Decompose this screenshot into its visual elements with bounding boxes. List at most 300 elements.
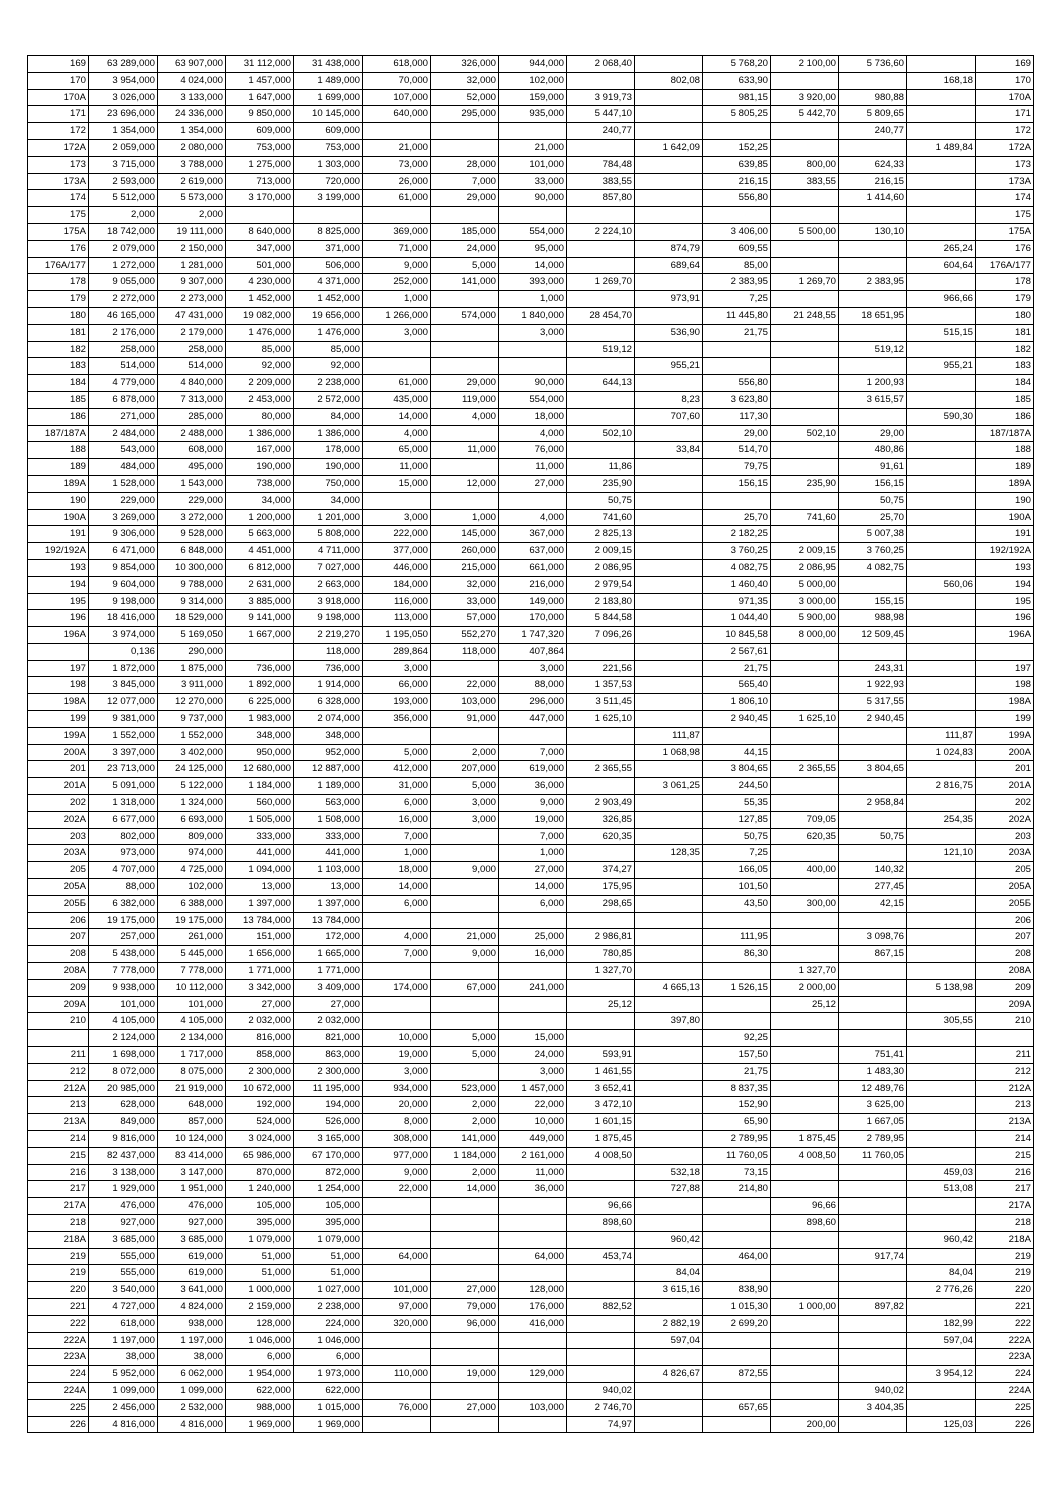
- row-label-right: 224: [976, 1366, 1034, 1383]
- table-cell: 2 183,80: [567, 593, 635, 610]
- table-cell: 1 000,000: [226, 1282, 294, 1299]
- table-cell: [771, 1349, 839, 1366]
- table-cell: [771, 845, 839, 862]
- table-row: [28, 425, 1034, 442]
- table-cell: 190,000: [226, 459, 294, 476]
- table-cell: 1 386,000: [226, 425, 294, 442]
- table-cell: 2,000: [431, 1164, 499, 1181]
- table-cell: 19 175,000: [158, 912, 226, 929]
- row-label: 169: [28, 56, 89, 73]
- table-cell: [771, 1030, 839, 1047]
- table-cell: 1 667,05: [839, 1114, 907, 1131]
- table-cell: [907, 1063, 976, 1080]
- table-cell: [907, 912, 976, 929]
- table-cell: 689,64: [635, 257, 703, 274]
- table-cell: 10 845,58: [703, 627, 771, 644]
- table-cell: 1 452,000: [294, 291, 363, 308]
- table-cell: 3 199,000: [294, 190, 363, 207]
- table-cell: 870,000: [226, 1164, 294, 1181]
- table-row: [28, 727, 1034, 744]
- table-cell: 2 272,000: [89, 291, 158, 308]
- table-cell: 2 699,20: [703, 1315, 771, 1332]
- table-cell: [839, 291, 907, 308]
- table-cell: [907, 1382, 976, 1399]
- row-label-right: 217A: [976, 1198, 1034, 1215]
- table-cell: 657,65: [703, 1399, 771, 1416]
- table-cell: 125,03: [907, 1416, 976, 1433]
- table-cell: 5,000: [431, 1030, 499, 1047]
- table-cell: [771, 1248, 839, 1265]
- table-cell: 2 209,000: [226, 375, 294, 392]
- table-cell: 18,000: [363, 862, 431, 879]
- table-cell: 720,000: [294, 173, 363, 190]
- table-cell: 3,000: [499, 324, 567, 341]
- table-cell: 3,000: [363, 509, 431, 526]
- table-cell: 6 225,000: [226, 694, 294, 711]
- table-cell: [567, 727, 635, 744]
- table-cell: 532,18: [635, 1164, 703, 1181]
- table-cell: [839, 1198, 907, 1215]
- table-cell: 193,000: [363, 694, 431, 711]
- table-cell: 874,79: [635, 240, 703, 257]
- table-cell: 4 727,000: [89, 1298, 158, 1315]
- table-cell: 2 484,000: [89, 425, 158, 442]
- table-cell: 5 500,00: [771, 223, 839, 240]
- table-cell: 12 680,000: [226, 761, 294, 778]
- row-label: 192/192A: [28, 543, 89, 560]
- row-label: 226: [28, 1416, 89, 1433]
- table-row: [28, 307, 1034, 324]
- table-cell: 222,000: [363, 526, 431, 543]
- table-cell: [771, 324, 839, 341]
- table-cell: 1 414,60: [839, 190, 907, 207]
- table-cell: 1 526,15: [703, 979, 771, 996]
- table-cell: 1 200,93: [839, 375, 907, 392]
- table-cell: 3 623,80: [703, 391, 771, 408]
- table-row: [28, 627, 1034, 644]
- table-cell: 927,000: [89, 1214, 158, 1231]
- table-cell: 934,000: [363, 1080, 431, 1097]
- row-label: 190: [28, 492, 89, 509]
- row-label: 220: [28, 1282, 89, 1299]
- row-label-right: 189A: [976, 475, 1034, 492]
- table-cell: [499, 963, 567, 980]
- table-cell: [703, 727, 771, 744]
- table-cell: 727,88: [635, 1181, 703, 1198]
- row-label-right: 173A: [976, 173, 1034, 190]
- table-cell: 446,000: [363, 559, 431, 576]
- table-cell: [771, 1399, 839, 1416]
- table-cell: [771, 1063, 839, 1080]
- table-cell: 590,30: [907, 408, 976, 425]
- table-cell: [635, 660, 703, 677]
- table-cell: 23 696,000: [89, 106, 158, 123]
- table-cell: 11 760,05: [703, 1147, 771, 1164]
- table-cell: 2 238,000: [294, 1298, 363, 1315]
- table-cell: [567, 408, 635, 425]
- row-label-right: 205Б: [976, 895, 1034, 912]
- table-cell: 10 112,000: [158, 979, 226, 996]
- table-cell: [703, 1231, 771, 1248]
- table-cell: 620,35: [771, 828, 839, 845]
- table-cell: [907, 543, 976, 560]
- table-cell: 1 505,000: [226, 811, 294, 828]
- table-cell: 29,000: [431, 190, 499, 207]
- table-cell: 513,08: [907, 1181, 976, 1198]
- table-cell: 369,000: [363, 223, 431, 240]
- table-cell: 5,000: [363, 744, 431, 761]
- table-cell: 821,000: [294, 1030, 363, 1047]
- table-row: [28, 408, 1034, 425]
- table-cell: 215,000: [431, 559, 499, 576]
- table-cell: 4,000: [363, 425, 431, 442]
- table-cell: [635, 1198, 703, 1215]
- table-cell: 3,000: [499, 1063, 567, 1080]
- table-cell: 2 631,000: [226, 576, 294, 593]
- table-cell: [431, 1416, 499, 1433]
- table-cell: 555,000: [89, 1248, 158, 1265]
- table-cell: 4 082,75: [839, 559, 907, 576]
- table-cell: 29,00: [839, 425, 907, 442]
- table-cell: 71,000: [363, 240, 431, 257]
- table-cell: 713,000: [226, 173, 294, 190]
- table-cell: [635, 1147, 703, 1164]
- table-cell: [499, 727, 567, 744]
- table-cell: 974,000: [158, 845, 226, 862]
- table-cell: 235,90: [567, 475, 635, 492]
- row-label: 188: [28, 442, 89, 459]
- table-row: [28, 1114, 1034, 1131]
- table-cell: 3 804,65: [839, 761, 907, 778]
- table-cell: 3 026,000: [89, 89, 158, 106]
- table-cell: [907, 795, 976, 812]
- table-cell: 784,48: [567, 156, 635, 173]
- table-cell: 1 099,000: [89, 1382, 158, 1399]
- table-cell: [635, 475, 703, 492]
- row-label-right: 173: [976, 156, 1034, 173]
- table-row: [28, 761, 1034, 778]
- table-row: [28, 845, 1034, 862]
- table-cell: [771, 694, 839, 711]
- table-cell: 1 327,70: [771, 963, 839, 980]
- table-cell: 167,000: [226, 442, 294, 459]
- table-cell: 1 642,09: [635, 139, 703, 156]
- table-cell: 2 776,26: [907, 1282, 976, 1299]
- table-cell: [839, 1231, 907, 1248]
- table-cell: 2 161,000: [499, 1147, 567, 1164]
- table-row: [28, 173, 1034, 190]
- table-cell: 140,32: [839, 862, 907, 879]
- table-cell: 809,000: [158, 828, 226, 845]
- table-cell: 2 365,55: [771, 761, 839, 778]
- table-row: [28, 1248, 1034, 1265]
- table-cell: 9 314,000: [158, 593, 226, 610]
- table-cell: 10 124,000: [158, 1131, 226, 1148]
- table-cell: 21,75: [703, 1063, 771, 1080]
- row-label: 208: [28, 946, 89, 963]
- table-cell: [839, 1332, 907, 1349]
- table-cell: 526,000: [294, 1114, 363, 1131]
- row-label: 205A: [28, 879, 89, 896]
- table-cell: 10,000: [363, 1030, 431, 1047]
- table-cell: 61,000: [363, 190, 431, 207]
- table-cell: 4,000: [499, 509, 567, 526]
- table-cell: 464,00: [703, 1248, 771, 1265]
- table-cell: 6 062,000: [158, 1366, 226, 1383]
- table-cell: [839, 979, 907, 996]
- table-cell: [635, 1047, 703, 1064]
- table-cell: [907, 223, 976, 240]
- table-cell: 1 354,000: [89, 123, 158, 140]
- table-cell: 33,000: [499, 173, 567, 190]
- table-row: [28, 1147, 1034, 1164]
- table-cell: 200,00: [771, 1416, 839, 1433]
- table-cell: 90,000: [499, 190, 567, 207]
- table-cell: 10,000: [499, 1114, 567, 1131]
- table-cell: 4,000: [363, 929, 431, 946]
- row-label: 212A: [28, 1080, 89, 1097]
- table-cell: [839, 963, 907, 980]
- table-cell: [907, 509, 976, 526]
- table-cell: 5 809,65: [839, 106, 907, 123]
- table-cell: [771, 492, 839, 509]
- table-cell: 8 075,000: [158, 1063, 226, 1080]
- table-cell: 46 165,000: [89, 307, 158, 324]
- table-row: [28, 778, 1034, 795]
- table-cell: 1 508,000: [294, 811, 363, 828]
- table-cell: 27,000: [499, 475, 567, 492]
- table-row: [28, 1063, 1034, 1080]
- table-cell: 519,12: [567, 341, 635, 358]
- table-cell: [635, 912, 703, 929]
- table-cell: [635, 1248, 703, 1265]
- table-cell: 2 979,54: [567, 576, 635, 593]
- table-cell: 6,000: [226, 1349, 294, 1366]
- table-cell: 971,35: [703, 593, 771, 610]
- table-cell: [635, 946, 703, 963]
- table-cell: 3 911,000: [158, 677, 226, 694]
- table-cell: [431, 358, 499, 375]
- table-cell: 3 641,000: [158, 1282, 226, 1299]
- table-cell: 872,000: [294, 1164, 363, 1181]
- table-cell: 371,000: [294, 240, 363, 257]
- table-cell: 110,000: [363, 1366, 431, 1383]
- table-cell: 4 371,000: [294, 274, 363, 291]
- table-row: [28, 156, 1034, 173]
- table-cell: 3 540,000: [89, 1282, 158, 1299]
- table-cell: 67 170,000: [294, 1147, 363, 1164]
- table-cell: 3 098,76: [839, 929, 907, 946]
- table-cell: 6,000: [363, 795, 431, 812]
- row-label: 221: [28, 1298, 89, 1315]
- table-cell: [771, 1282, 839, 1299]
- table-cell: [907, 475, 976, 492]
- table-cell: 648,000: [158, 1097, 226, 1114]
- table-cell: [771, 442, 839, 459]
- table-cell: [703, 492, 771, 509]
- row-label-right: 178: [976, 274, 1034, 291]
- table-cell: 3 409,000: [294, 979, 363, 996]
- table-cell: 1 272,000: [89, 257, 158, 274]
- table-cell: 7,000: [363, 946, 431, 963]
- table-cell: 151,000: [226, 929, 294, 946]
- table-cell: 298,65: [567, 895, 635, 912]
- table-cell: [567, 442, 635, 459]
- row-label-right: 172A: [976, 139, 1034, 156]
- row-label: 222: [28, 1315, 89, 1332]
- table-row: [28, 1131, 1034, 1148]
- row-label-right: 170: [976, 72, 1034, 89]
- table-cell: 1 717,000: [158, 1047, 226, 1064]
- row-label-right: 219: [976, 1265, 1034, 1282]
- row-label-right: 216: [976, 1164, 1034, 1181]
- table-cell: 5 438,000: [89, 946, 158, 963]
- table-cell: [635, 610, 703, 627]
- table-cell: 750,000: [294, 475, 363, 492]
- table-cell: [567, 1030, 635, 1047]
- row-label: 199A: [28, 727, 89, 744]
- table-cell: 65 986,000: [226, 1147, 294, 1164]
- table-cell: 8,000: [363, 1114, 431, 1131]
- table-cell: 61,000: [363, 375, 431, 392]
- row-label: 171: [28, 106, 89, 123]
- row-label: 176A/177: [28, 257, 89, 274]
- table-cell: 38,000: [89, 1349, 158, 1366]
- row-label: 213A: [28, 1114, 89, 1131]
- table-cell: 235,90: [771, 475, 839, 492]
- table-row: [28, 1030, 1034, 1047]
- table-cell: 960,42: [907, 1231, 976, 1248]
- table-cell: [635, 123, 703, 140]
- row-label: 197: [28, 660, 89, 677]
- table-cell: 2 986,81: [567, 929, 635, 946]
- table-cell: 101,000: [89, 996, 158, 1013]
- table-cell: [907, 442, 976, 459]
- table-cell: 157,50: [703, 1047, 771, 1064]
- table-cell: 7 096,26: [567, 627, 635, 644]
- table-cell: [635, 1063, 703, 1080]
- table-cell: 18 529,000: [158, 610, 226, 627]
- table-cell: 3 625,00: [839, 1097, 907, 1114]
- table-cell: 258,000: [158, 341, 226, 358]
- table-cell: 254,35: [907, 811, 976, 828]
- row-label: 184: [28, 375, 89, 392]
- table-cell: [567, 1265, 635, 1282]
- table-cell: 11,000: [499, 459, 567, 476]
- table-cell: 102,000: [158, 879, 226, 896]
- row-label-right: 206: [976, 912, 1034, 929]
- table-cell: 326,000: [431, 56, 499, 73]
- table-cell: 2 940,45: [839, 711, 907, 728]
- table-cell: 1 024,83: [907, 744, 976, 761]
- table-row: [28, 240, 1034, 257]
- row-label: 178: [28, 274, 89, 291]
- table-cell: 207,000: [431, 761, 499, 778]
- table-cell: 19,000: [431, 1366, 499, 1383]
- table-cell: 1 875,45: [771, 1131, 839, 1148]
- table-cell: 973,91: [635, 291, 703, 308]
- table-cell: 3 974,000: [89, 627, 158, 644]
- table-cell: 24 336,000: [158, 106, 226, 123]
- row-label-right: 176: [976, 240, 1034, 257]
- table-cell: [907, 694, 976, 711]
- table-cell: 5,000: [431, 1047, 499, 1064]
- table-cell: 27,000: [294, 996, 363, 1013]
- table-cell: 18 742,000: [89, 223, 158, 240]
- table-cell: 3,000: [363, 324, 431, 341]
- row-label: 174: [28, 190, 89, 207]
- table-cell: 4 816,000: [158, 1416, 226, 1433]
- table-cell: [567, 207, 635, 224]
- table-cell: 105,000: [226, 1198, 294, 1215]
- table-cell: 441,000: [226, 845, 294, 862]
- table-row: [28, 391, 1034, 408]
- table-cell: 816,000: [226, 1030, 294, 1047]
- table-cell: [363, 123, 431, 140]
- row-label-right: 222: [976, 1315, 1034, 1332]
- table-cell: 395,000: [294, 1214, 363, 1231]
- table-cell: [771, 190, 839, 207]
- row-label: 199: [28, 711, 89, 728]
- table-cell: 523,000: [431, 1080, 499, 1097]
- row-label-right: 222A: [976, 1332, 1034, 1349]
- table-cell: 130,10: [839, 223, 907, 240]
- table-cell: 1 200,000: [226, 509, 294, 526]
- table-cell: 3 133,000: [158, 89, 226, 106]
- table-row: [28, 744, 1034, 761]
- table-cell: 27,000: [226, 996, 294, 1013]
- table-cell: [907, 1214, 976, 1231]
- table-cell: 5 900,00: [771, 610, 839, 627]
- table-cell: 3 061,25: [635, 778, 703, 795]
- table-cell: 84,04: [635, 1265, 703, 1282]
- table-cell: 113,000: [363, 610, 431, 627]
- table-cell: 129,000: [499, 1366, 567, 1383]
- table-cell: [635, 1080, 703, 1097]
- table-cell: [635, 459, 703, 476]
- table-cell: [771, 358, 839, 375]
- table-cell: 25,70: [703, 509, 771, 526]
- table-cell: 1 699,000: [294, 89, 363, 106]
- table-cell: 2 300,000: [226, 1063, 294, 1080]
- table-cell: 101,000: [499, 156, 567, 173]
- row-label: 213: [28, 1097, 89, 1114]
- table-cell: [635, 643, 703, 660]
- table-cell: 1 625,10: [567, 711, 635, 728]
- table-cell: 858,000: [226, 1047, 294, 1064]
- table-cell: 2 882,19: [635, 1315, 703, 1332]
- table-cell: [635, 492, 703, 509]
- table-cell: [567, 912, 635, 929]
- row-label: 219: [28, 1248, 89, 1265]
- table-cell: [635, 559, 703, 576]
- table-row: [28, 257, 1034, 274]
- row-label: 210: [28, 1013, 89, 1030]
- table-cell: [363, 341, 431, 358]
- table-cell: [363, 727, 431, 744]
- table-cell: 51,000: [294, 1248, 363, 1265]
- table-cell: 2 488,000: [158, 425, 226, 442]
- row-label: 196: [28, 610, 89, 627]
- table-row: [28, 543, 1034, 560]
- table-row: [28, 1282, 1034, 1299]
- row-label-right: 202A: [976, 811, 1034, 828]
- table-cell: 608,000: [158, 442, 226, 459]
- table-cell: [635, 929, 703, 946]
- table-cell: 988,000: [226, 1399, 294, 1416]
- table-cell: 9 816,000: [89, 1131, 158, 1148]
- table-cell: [635, 1097, 703, 1114]
